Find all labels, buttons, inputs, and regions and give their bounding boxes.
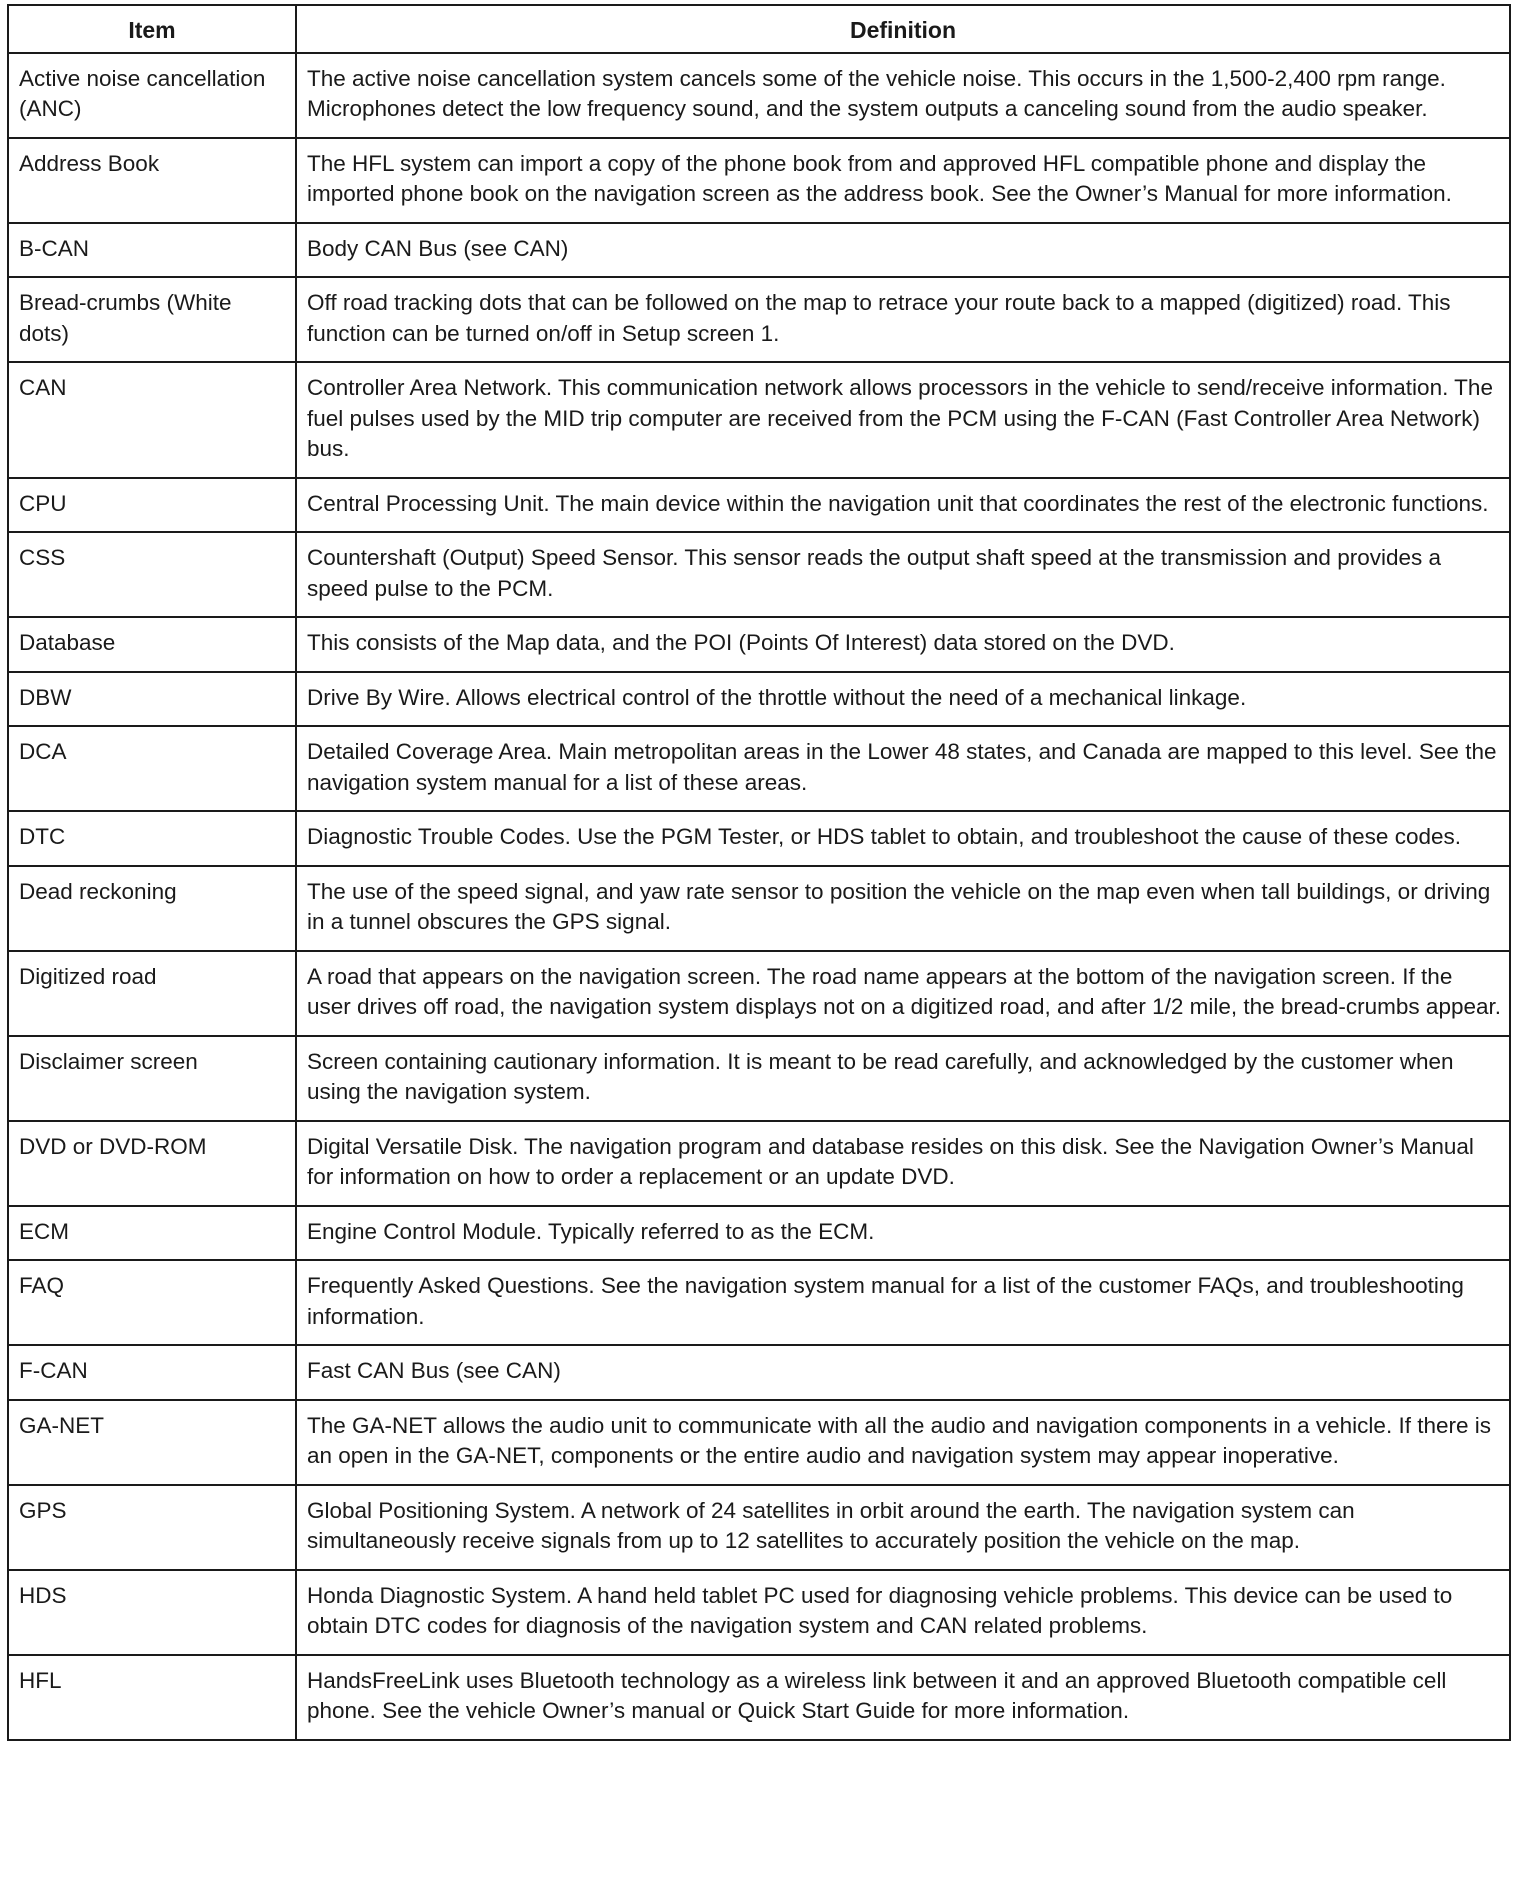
table-row	[8, 1206, 1510, 1261]
table-row	[8, 478, 1510, 533]
definition-cell: Drive By Wire. Allows electrical control of the throttle without the need of a mechanical linkage.	[296, 672, 1510, 727]
definition-cell: This consists of the Map data, and the POI (Points Of Interest) data stored on the DVD.	[296, 617, 1510, 672]
table-row	[8, 726, 1510, 811]
item-cell: GA-NET	[8, 1400, 296, 1485]
item-cell: ECM	[8, 1206, 296, 1261]
table-row	[8, 866, 1510, 951]
item-cell: HFL	[8, 1655, 296, 1740]
definition-cell: The HFL system can import a copy of the phone book from and approved HFL compatible phone and display the imported phone book on the navigation screen as the address book. See the Owner’s Manual for more information.	[296, 138, 1510, 223]
table-row	[8, 1036, 1510, 1121]
definition-cell: The GA-NET allows the audio unit to communicate with all the audio and navigation components in a vehicle. If there is an open in the GA-NET, components or the entire audio and navigation system may appear inoperative.	[296, 1400, 1510, 1485]
table-row	[8, 277, 1510, 362]
item-cell: CAN	[8, 362, 296, 478]
definition-cell: Digital Versatile Disk. The navigation program and database resides on this disk. See the Navigation Owner’s Manual for information on how to order a replacement or an update DVD.	[296, 1121, 1510, 1206]
table-row	[8, 138, 1510, 223]
definition-cell: Body CAN Bus (see CAN)	[296, 223, 1510, 278]
table-row	[8, 53, 1510, 138]
item-cell: CPU	[8, 478, 296, 533]
item-cell: Disclaimer screen	[8, 1036, 296, 1121]
definition-cell: Central Processing Unit. The main device within the navigation unit that coordinates the rest of the electronic functions.	[296, 478, 1510, 533]
table-header-row	[8, 5, 1510, 53]
table-row	[8, 1400, 1510, 1485]
table-row	[8, 811, 1510, 866]
item-cell: Digitized road	[8, 951, 296, 1036]
item-cell: DTC	[8, 811, 296, 866]
item-cell: Database	[8, 617, 296, 672]
table-row	[8, 1260, 1510, 1345]
item-cell: Dead reckoning	[8, 866, 296, 951]
table-row	[8, 1345, 1510, 1400]
table-row	[8, 1570, 1510, 1655]
column-header-item: Item	[8, 5, 296, 53]
item-cell: HDS	[8, 1570, 296, 1655]
table-row	[8, 1485, 1510, 1570]
definition-cell: Engine Control Module. Typically referred to as the ECM.	[296, 1206, 1510, 1261]
definition-cell: The use of the speed signal, and yaw rate sensor to position the vehicle on the map even when tall buildings, or driving in a tunnel obscures the GPS signal.	[296, 866, 1510, 951]
definition-cell: Global Positioning System. A network of 24 satellites in orbit around the earth. The navigation system can simultaneously receive signals from up to 12 satellites to accurately position the vehicle on the map.	[296, 1485, 1510, 1570]
definition-cell: The active noise cancellation system cancels some of the vehicle noise. This occurs in the 1,500-2,400 rpm range. Microphones detect the low frequency sound, and the system outputs a canceling sound from the audio speaker.	[296, 53, 1510, 138]
definition-cell: HandsFreeLink uses Bluetooth technology as a wireless link between it and an approved Bluetooth compatible cell phone. See the vehicle Owner’s manual or Quick Start Guide for more information.	[296, 1655, 1510, 1740]
item-cell: DCA	[8, 726, 296, 811]
definition-cell: Countershaft (Output) Speed Sensor. This sensor reads the output shaft speed at the transmission and provides a speed pulse to the PCM.	[296, 532, 1510, 617]
item-cell: F-CAN	[8, 1345, 296, 1400]
definition-cell: Fast CAN Bus (see CAN)	[296, 1345, 1510, 1400]
definition-cell: Detailed Coverage Area. Main metropolitan areas in the Lower 48 states, and Canada are mapped to this level. See the navigation system manual for a list of these areas.	[296, 726, 1510, 811]
definition-cell: A road that appears on the navigation screen. The road name appears at the bottom of the navigation screen. If the user drives off road, the navigation system displays not on a digitized road, and after 1/2 mile, the bread-crumbs appear.	[296, 951, 1510, 1036]
item-cell: B-CAN	[8, 223, 296, 278]
item-cell: Address Book	[8, 138, 296, 223]
item-cell: FAQ	[8, 1260, 296, 1345]
glossary-table	[7, 4, 1511, 1741]
item-cell: DVD or DVD-ROM	[8, 1121, 296, 1206]
table-row	[8, 223, 1510, 278]
table-row	[8, 1121, 1510, 1206]
definition-cell: Diagnostic Trouble Codes. Use the PGM Tester, or HDS tablet to obtain, and troubleshoot the cause of these codes.	[296, 811, 1510, 866]
table-row	[8, 532, 1510, 617]
definition-cell: Off road tracking dots that can be followed on the map to retrace your route back to a mapped (digitized) road. This function can be turned on/off in Setup screen 1.	[296, 277, 1510, 362]
column-header-definition: Definition	[296, 5, 1510, 53]
table-row	[8, 672, 1510, 727]
table-row	[8, 1655, 1510, 1740]
definition-cell: Screen containing cautionary information. It is meant to be read carefully, and acknowledged by the customer when using the navigation system.	[296, 1036, 1510, 1121]
definition-cell: Honda Diagnostic System. A hand held tablet PC used for diagnosing vehicle problems. This device can be used to obtain DTC codes for diagnosis of the navigation system and CAN related problems.	[296, 1570, 1510, 1655]
table-row	[8, 617, 1510, 672]
item-cell: GPS	[8, 1485, 296, 1570]
item-cell: Active noise cancellation (ANC)	[8, 53, 296, 138]
definition-cell: Frequently Asked Questions. See the navigation system manual for a list of the customer FAQs, and troubleshooting information.	[296, 1260, 1510, 1345]
item-cell: DBW	[8, 672, 296, 727]
table-row	[8, 951, 1510, 1036]
item-cell: CSS	[8, 532, 296, 617]
item-cell: Bread-crumbs (White dots)	[8, 277, 296, 362]
table-row	[8, 362, 1510, 478]
definition-cell: Controller Area Network. This communication network allows processors in the vehicle to send/receive information. The fuel pulses used by the MID trip computer are received from the PCM using the F-CAN (Fast Controller Area Network) bus.	[296, 362, 1510, 478]
